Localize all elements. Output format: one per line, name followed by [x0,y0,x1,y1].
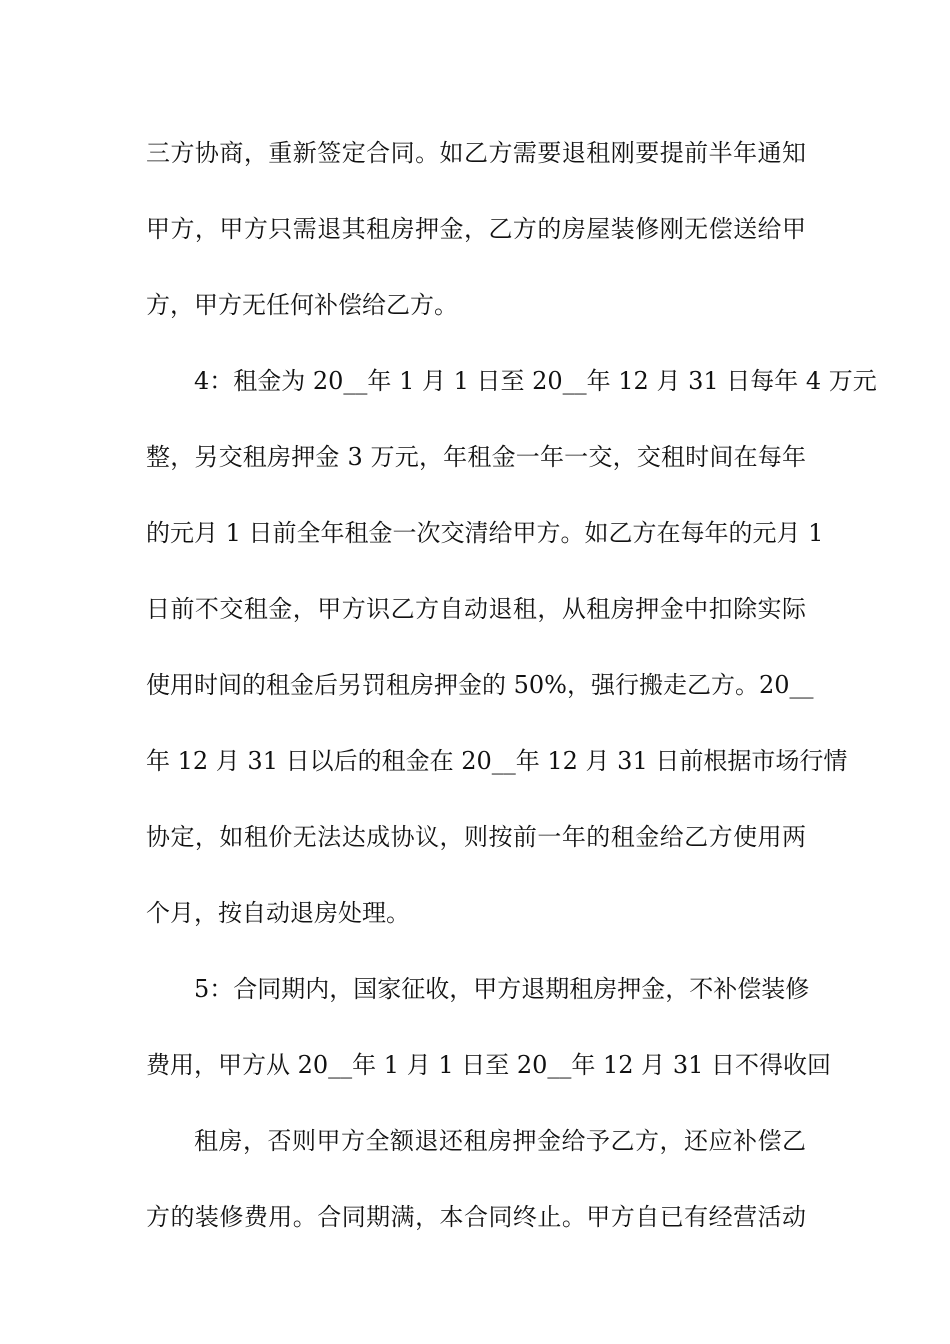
text-line: 方的装修费用。合同期满，本合同终止。甲方自已有经营活动 [146,1203,806,1231]
text-line: 的元月 1 日前全年租金一次交清给甲方。如乙方在每年的元月 1 [146,519,824,547]
text-line: 租房，否则甲方全额退还租房押金给予乙方，还应补偿乙 [194,1127,806,1155]
text-line: 个月，按自动退房处理。 [146,899,410,927]
text-line: 费用，甲方从 20__年 1 月 1 日至 20__年 12 月 31 日不得收回 [146,1051,831,1079]
text-line: 整，另交租房押金 3 万元，年租金一年一交，交租时间在每年 [146,443,806,471]
text-line: 方，甲方无任何补偿给乙方。 [146,291,458,319]
text-line: 5：合同期内，国家征收，甲方退期租房押金，不补偿装修 [194,975,810,1003]
text-line: 年 12 月 31 日以后的租金在 20__年 12 月 31 日前根据市场行情 [146,747,848,775]
text-line: 甲方，甲方只需退其租房押金，乙方的房屋装修刚无偿送给甲 [146,215,806,243]
text-line: 日前不交租金，甲方识乙方自动退租，从租房押金中扣除实际 [146,595,806,623]
text-line: 使用时间的租金后另罚租房押金的 50%，强行搬走乙方。20__ [146,671,814,699]
text-line: 三方协商，重新签定合同。如乙方需要退租刚要提前半年通知 [146,139,806,167]
text-line: 4：租金为 20__年 1 月 1 日至 20__年 12 月 31 日每年 4 万元 [194,367,877,395]
text-line: 协定，如租价无法达成协议，则按前一年的租金给乙方使用两 [146,823,806,851]
